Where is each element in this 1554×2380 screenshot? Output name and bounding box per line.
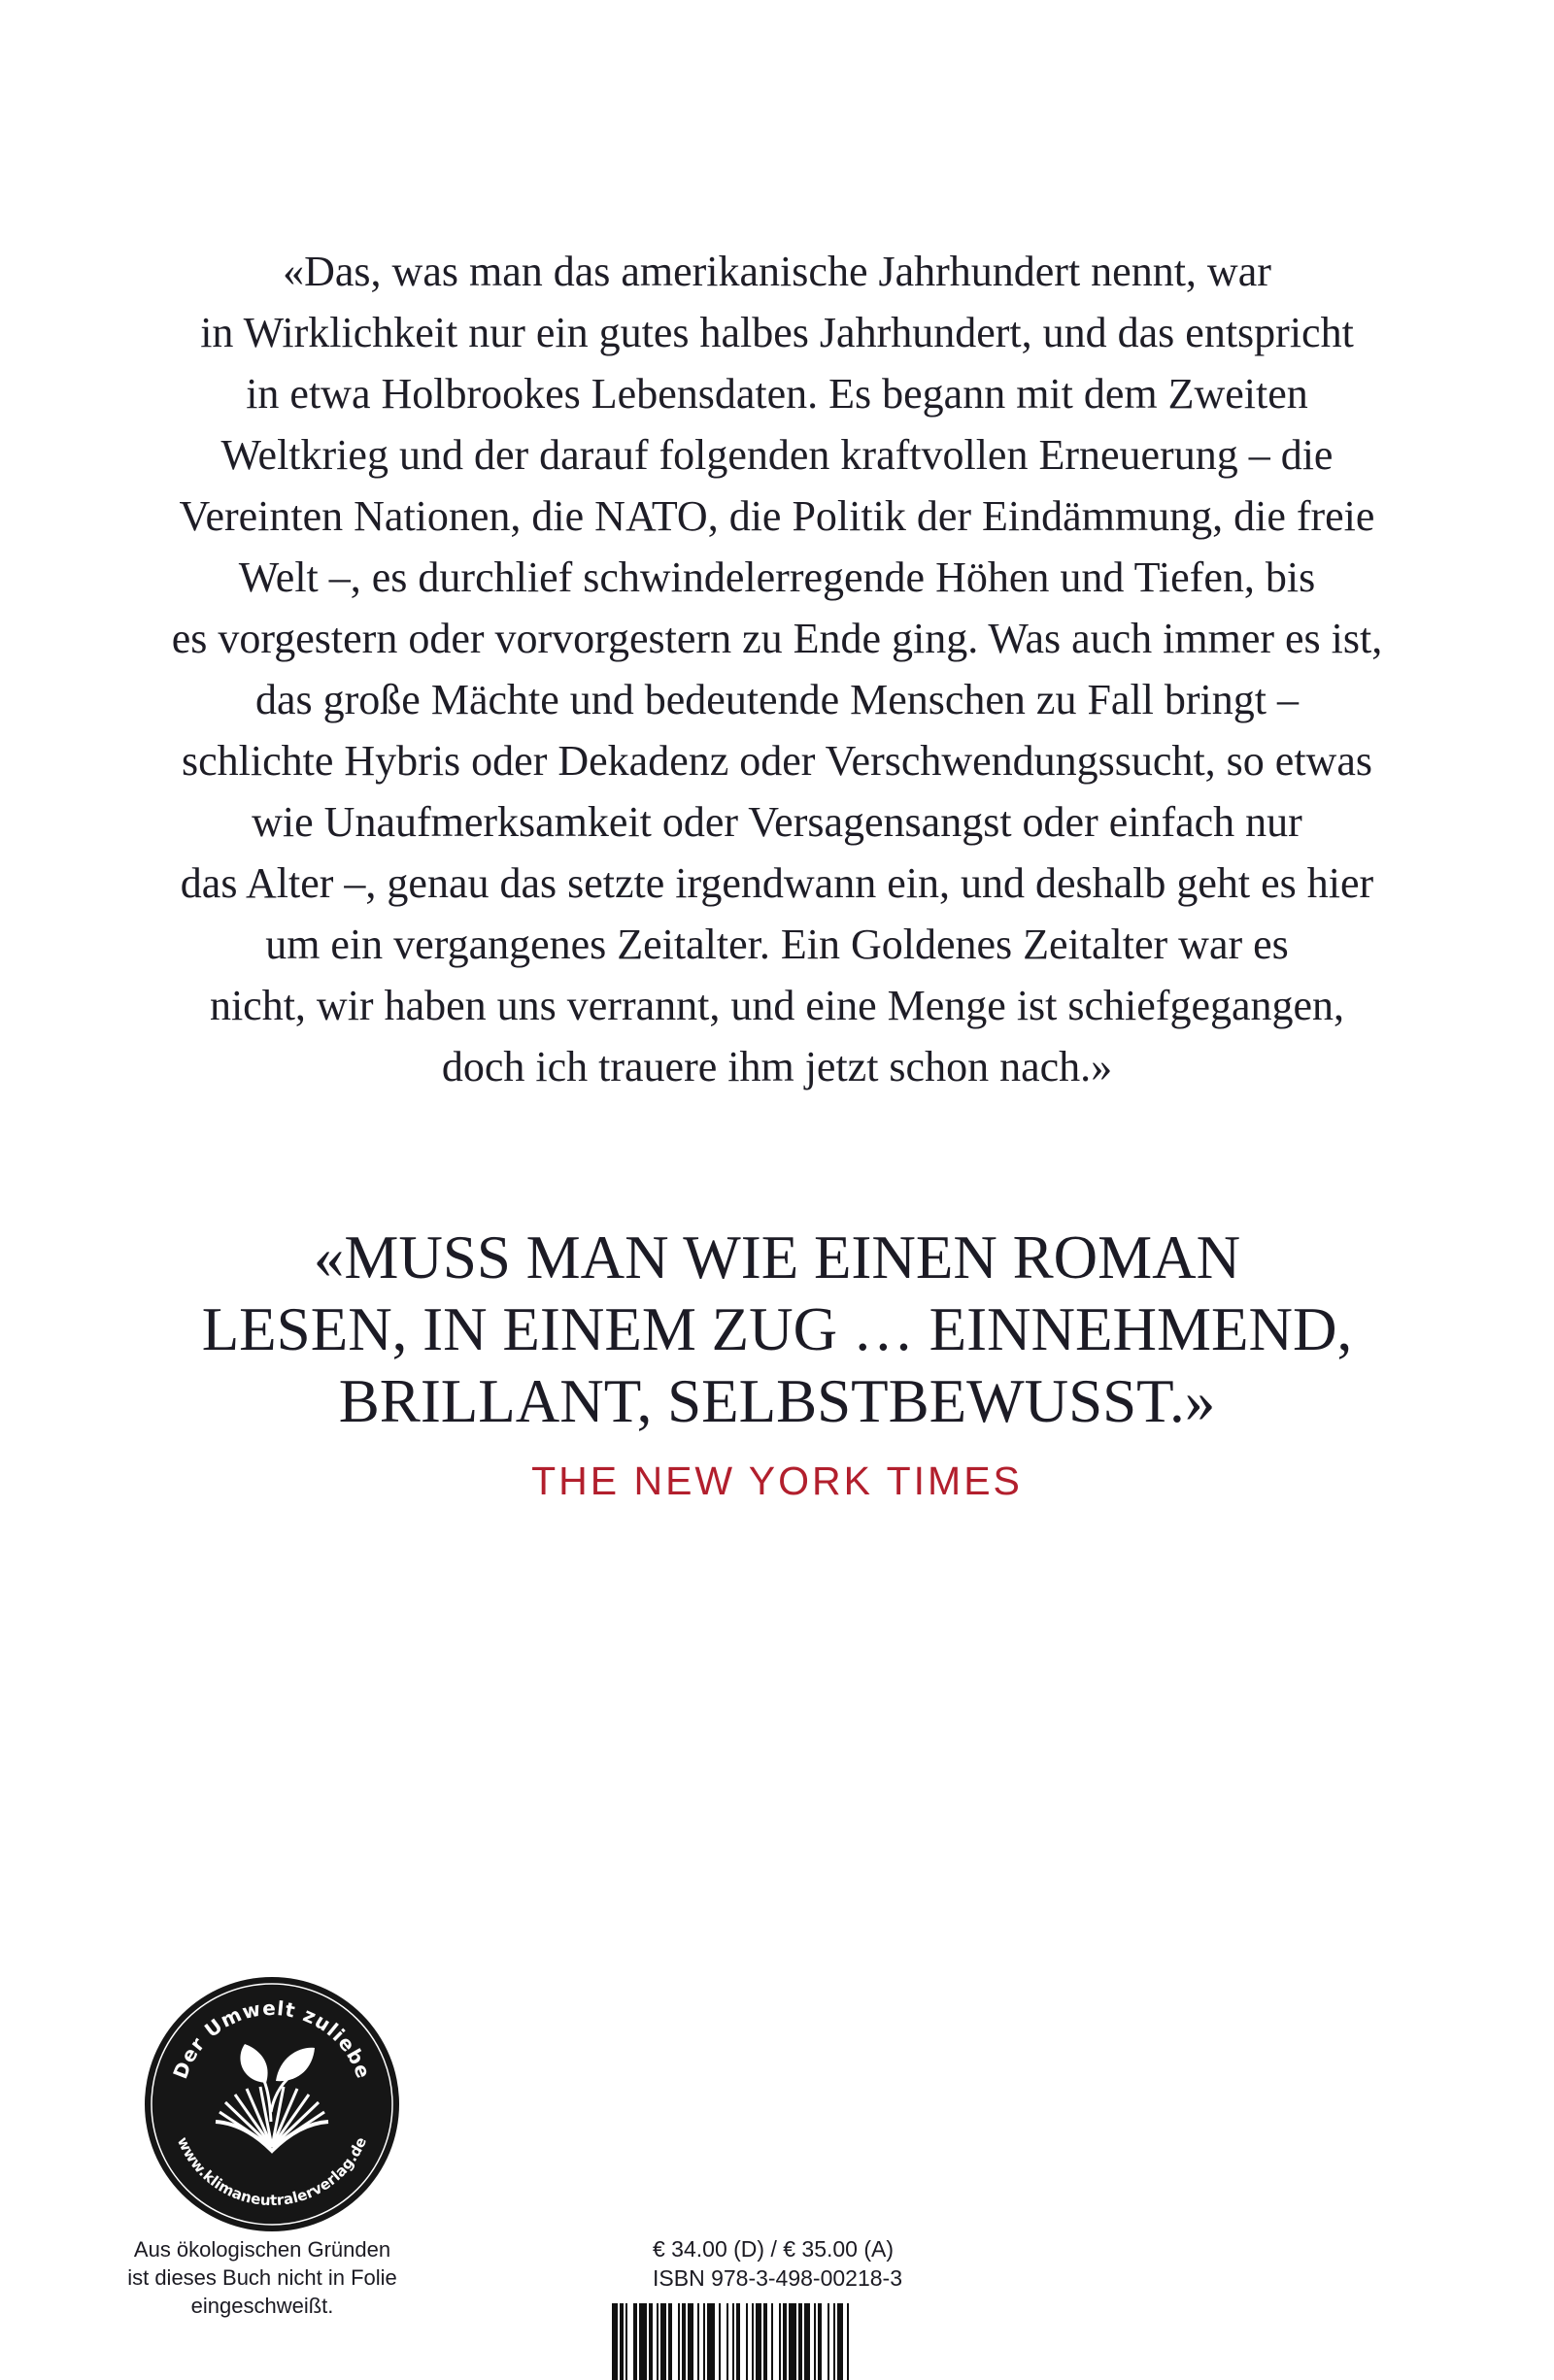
barcode-bar [660, 2303, 666, 2380]
barcode-bar [847, 2303, 849, 2380]
barcode-bar [804, 2303, 810, 2380]
eco-note-line: eingeschweißt. [190, 2294, 334, 2318]
barcode-bar [639, 2303, 647, 2380]
blurb-line: Vereinten Nationen, die NATO, die Politik der Eindämmung, die freie [179, 492, 1375, 540]
barcode-bar [783, 2303, 787, 2380]
blurb-line: wie Unaufmerksamkeit oder Versagensangst oder einfach nur [252, 798, 1302, 846]
barcode-bar [657, 2303, 659, 2380]
barcode-bar [649, 2303, 653, 2380]
barcode-bar [612, 2303, 618, 2380]
barcode [612, 2303, 942, 2380]
barcode-bar [707, 2303, 715, 2380]
isbn-label: ISBN 978-3-498-00218-3 [653, 2265, 902, 2291]
barcode-bar [726, 2303, 728, 2380]
blurb-line: es vorgestern oder vorvorgestern zu Ende ging. Was auch immer es ist, [171, 615, 1383, 662]
barcode-bar [697, 2303, 699, 2380]
barcode-bar [688, 2303, 693, 2380]
barcode-bar [837, 2303, 843, 2380]
blurb-line: Weltkrieg und der darauf folgenden kraftvollen Erneuerung – die [220, 431, 1334, 479]
review-line: BRILLANT, SELBSTBEWUSST.» [338, 1367, 1216, 1435]
barcode-bar [746, 2303, 748, 2380]
barcode-bar [682, 2303, 686, 2380]
barcode-bar [818, 2303, 822, 2380]
review-line: LESEN, IN EINEM ZUG … EINNEHMEND, [201, 1295, 1353, 1363]
barcode-bar [625, 2303, 627, 2380]
eco-note-line: Aus ökologischen Gründen [133, 2237, 391, 2262]
barcode-bar [736, 2303, 740, 2380]
barcode-bar [833, 2303, 835, 2380]
eco-note [107, 2235, 418, 2320]
blurb-line: «Das, was man das amerikanische Jahrhundert nennt, war [283, 248, 1271, 295]
barcode-bar [756, 2303, 761, 2380]
barcode-bar [752, 2303, 754, 2380]
blurb-quote [97, 241, 1457, 1097]
barcode-bar [633, 2303, 637, 2380]
blurb-line: das Alter –, genau das setzte irgendwann ein, und deshalb geht es hier [180, 859, 1374, 907]
barcode-bar [719, 2303, 721, 2380]
blurb-line: doch ich trauere ihm jetzt schon nach.» [441, 1043, 1113, 1090]
barcode-bar [798, 2303, 802, 2380]
review-line: «MUSS MAN WIE EINEN ROMAN [313, 1224, 1241, 1291]
seal-bottom-text: www.klimaneutralerverlag.de [173, 2133, 371, 2210]
price-label: € 34.00 (D) / € 35.00 (A) [653, 2236, 895, 2262]
barcode-bar [620, 2303, 624, 2380]
blurb-line: um ein vergangenes Zeitalter. Ein Goldenes Zeitalter war es [265, 921, 1289, 968]
blurb-line: das große Mächte und bedeutende Menschen zu Fall bringt – [254, 676, 1300, 723]
barcode-bar [668, 2303, 672, 2380]
blurb-line: schlichte Hybris oder Dekadenz oder Verschwendungssucht, so etwas [182, 737, 1372, 785]
climate-neutral-seal [144, 1976, 400, 2232]
blurb-line: Welt –, es durchlief schwindelerregende Höhen und Tiefen, bis [238, 553, 1316, 601]
barcode-bar [763, 2303, 767, 2380]
seal-top-text: Der Umwelt zuliebe [168, 1995, 376, 2082]
barcode-bar [771, 2303, 773, 2380]
blurb-line: in Wirklichkeit nur ein gutes halbes Jahrhundert, und das entspricht [200, 309, 1354, 356]
barcode-bar [678, 2303, 680, 2380]
barcode-bar [814, 2303, 816, 2380]
barcode-bar [828, 2303, 829, 2380]
barcode-bar [779, 2303, 781, 2380]
blurb-line: in etwa Holbrookes Lebensdaten. Es begann mit dem Zweiten [246, 370, 1308, 418]
barcode-bar [732, 2303, 734, 2380]
review-source: THE NEW YORK TIMES [531, 1458, 1023, 1503]
barcode-bar [789, 2303, 796, 2380]
barcode-bar [703, 2303, 705, 2380]
review-quote [97, 1222, 1457, 1437]
eco-note-line: ist dieses Buch nicht in Folie [127, 2265, 397, 2290]
price-isbn-block [653, 2234, 1099, 2293]
blurb-line: nicht, wir haben uns verrannt, und eine Menge ist schiefgegangen, [209, 982, 1345, 1029]
